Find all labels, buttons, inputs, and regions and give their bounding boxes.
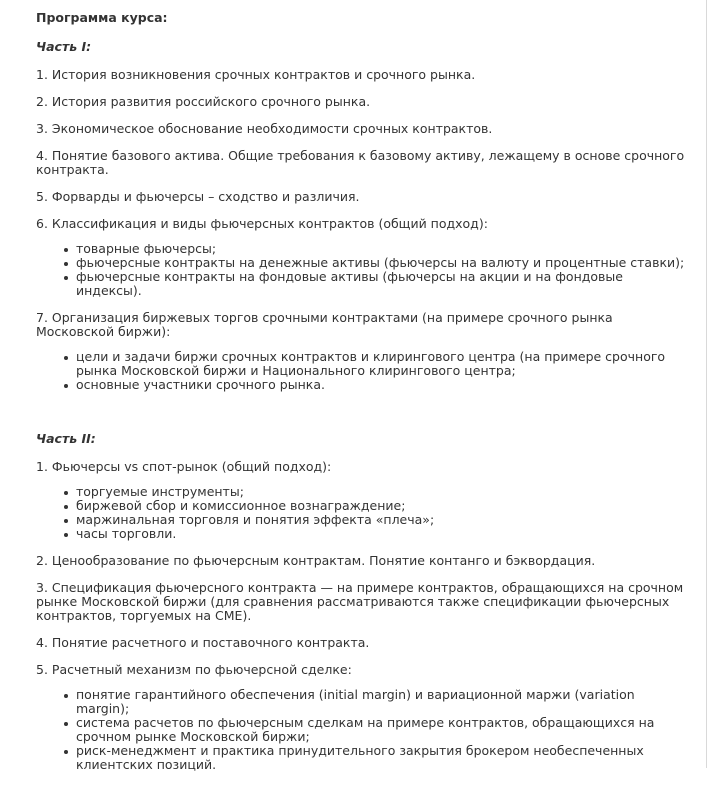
course-program [36, 11, 686, 785]
list-item: риск-менеджмент и практика принудительного закрытия брокером необеспеченных клиентских позиций. [76, 744, 686, 772]
list-item: часы торговли. [76, 527, 686, 541]
part-2-item-3: 3. Спецификация фьючерсного контракта — на примере контрактов, обращающихся на срочном рынке Московской биржи (для сравнения рассматриваются также спецификации фьючерсных контрактов, торгуемых на CME). [36, 580, 684, 623]
list-item: основные участники срочного рынка. [76, 378, 686, 392]
list-item: биржевой сбор и комиссионное вознаграждение; [76, 499, 686, 513]
part-1-item-7: 7. Организация биржевых торгов срочными контрактами (на примере срочного рынка Московской биржи): [36, 310, 613, 339]
part-2-item-4: 4. Понятие расчетного и поставочного контракта. [36, 635, 370, 650]
list-item: фьючерсные контракты на денежные активы (фьючерсы на валюту и процентные ставки); [76, 255, 685, 270]
part-2-item-1: 1. Фьючерсы vs спот-рынок (общий подход): [36, 459, 332, 474]
part-1-item-2: 2. История развития российского срочного рынка. [36, 94, 371, 109]
list-item: товарные фьючерсы; [76, 242, 686, 256]
part-1-item-1: 1. История возникновения срочных контрактов и срочного рынка. [36, 67, 476, 82]
part-2-item-1-sublist [36, 485, 686, 541]
part-2-item-5: 5. Расчетный механизм по фьючерсной сделке: [36, 662, 352, 677]
list-item: понятие гарантийного обеспечения (initial margin) и вариационной маржи (variation margin); [76, 688, 686, 716]
list-item: маржинальная торговля и понятия эффекта «плеча»; [76, 513, 686, 527]
program-heading: Программа курса: [36, 10, 168, 25]
list-item: торгуемые инструменты; [76, 485, 686, 499]
part-1-item-6-sublist [36, 242, 686, 298]
part-1-item-6: 6. Классификация и виды фьючерсных контрактов (общий подход): [36, 216, 488, 231]
list-item: цели и задачи биржи срочных контрактов и клирингового центра (на примере срочного рынка Московской биржи и Национального клирингового центра; [76, 350, 686, 378]
part-2-item-5-sublist [36, 688, 686, 772]
part-1-item-3: 3. Экономическое обоснование необходимости срочных контрактов. [36, 121, 493, 136]
part-1-item-5: 5. Форварды и фьючерсы – сходство и различия. [36, 189, 360, 204]
list-item: фьючерсные контракты на фондовые активы (фьючерсы на акции и на фондовые индексы). [76, 270, 686, 298]
part-2-item-2: 2. Ценообразование по фьючерсным контрактам. Понятие контанго и бэквордация. [36, 553, 596, 568]
part-1-item-7-sublist [36, 350, 686, 392]
part-2-title: Часть II: [36, 431, 96, 446]
list-item: система расчетов по фьючерсным сделкам на примере контрактов, обращающихся на срочном рынке Московской биржи; [76, 716, 686, 744]
part-1-item-4: 4. Понятие базового актива. Общие требования к базовому активу, лежащему в основе срочного контракта. [36, 148, 685, 177]
part-1-title: Часть I: [36, 39, 92, 54]
